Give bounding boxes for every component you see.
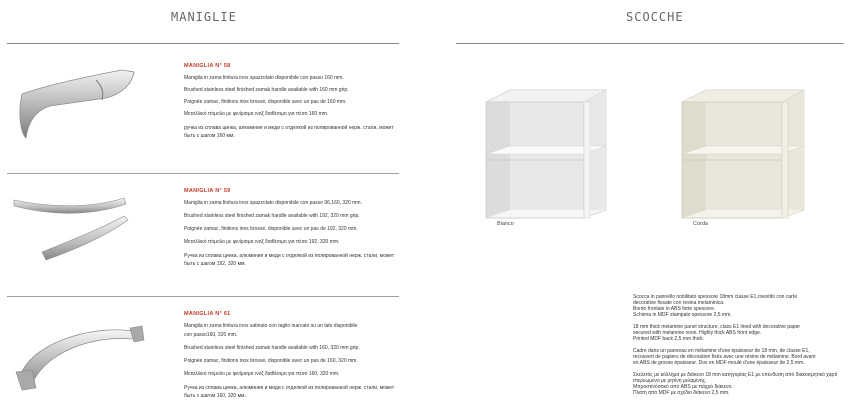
product-line: Poignée zamac, finitions inox brossé, disponible avec un pas de 192, 320 mm. — [184, 226, 358, 232]
product-line: ручка из сплава цинка, алюминия и меди с отделкой из полированной нерж. стали, может — [184, 125, 394, 131]
description-line: decorative fissate con resina melaminica. — [633, 300, 725, 306]
description-line: en ABS de grosse épaisseur. Dos en MDF moulé d'une épaisseur de 2,5 mm. — [633, 360, 805, 366]
description-line: secured with melamine resin. Highly thick ABS front edge. — [633, 330, 762, 336]
product-line: Brushed stainless steel finished zamak handle available with 192, 320 mm grip. — [184, 213, 360, 219]
product-59 — [184, 188, 394, 267]
cabinet-corda-image — [676, 84, 810, 224]
cabinet-caption-bianco: Bianco — [497, 221, 514, 227]
product-line: Μεταλλικό πόμολο με φινίρισμα ινοξ διαθέσιμο για πέσο 160, 320 mm. — [184, 371, 340, 377]
product-line: Maniglia in zama finitura inox spazzolato disponibile con passo 96,160, 320 mm. — [184, 200, 362, 206]
product-line: быть с шагом 192, 320 мм. — [184, 261, 246, 267]
section-header-maniglie: MANIGLIE — [171, 10, 237, 24]
description-french — [633, 348, 848, 366]
product-line: быть с шагом 160 мм. — [184, 133, 235, 139]
product-line: Brushed stainless steel finished zamak handle available with 160, 320 mm grip. — [184, 345, 360, 351]
description-line: 18 mm thick melamine panel structure, class E1 lined with decorative paper — [633, 324, 801, 330]
product-line: Maniglia in zama finitura inox satinato con taglio inarcato su un lato disponibile — [184, 323, 358, 329]
product-line: Μεταλλικό πόμολο με φινίρισμα ινοξ διαθέσιμο για πέσο 192, 320 mm. — [184, 239, 340, 245]
description-english — [633, 324, 848, 342]
handle-58-image — [10, 62, 140, 152]
product-line: Brushed stainless steel finished zamak handle available with 160 mm grip. — [184, 87, 349, 93]
product-61 — [184, 311, 394, 399]
product-line: Poignée zamac, finitions inox brossé, disponible avec un pas de 160 mm. — [184, 99, 347, 105]
product-title: MANIGLIA N° 61 — [184, 311, 231, 317]
scocche-description — [633, 294, 848, 396]
product-line: Ручка из сплава цинка, алюминия и меди с отделкой из полированной нерж. стали, может — [184, 253, 395, 259]
description-greek — [633, 372, 848, 396]
description-line: recouvert de papiers de décoration fixés avec une résine de mélamine. Bord avant — [633, 354, 816, 360]
product-line: Μεταλλικό πόμολο με φινίρισμα ινοξ διαθέσιμο για πέσο 160 mm. — [184, 111, 329, 117]
product-line: Ручка из сплава цинка, алюминия и меди с отделкой из полированной нерж. стали, может — [184, 385, 395, 391]
header-divider-left — [7, 43, 399, 44]
description-line: Πλάτη από MDF με σχέδιο διάκενο 2,5 mm. — [633, 390, 730, 396]
section-header-scocche: SCOCCHE — [626, 10, 684, 24]
description-line: στερεωμένο με ρητίνη μελαμίνης. — [633, 378, 707, 384]
description-italian — [633, 294, 848, 318]
product-line: con passo160, 320 mm. — [184, 332, 238, 338]
description-line: Bordo frontale in ABS forte spessore. — [633, 306, 716, 312]
handle-59-image — [12, 188, 142, 270]
cabinet-caption-corda: Corda — [693, 221, 708, 227]
description-line: Schiena in MDF stampato spessore 2,5 mm. — [633, 312, 732, 318]
cabinet-bianco-image — [480, 84, 610, 224]
product-title: MANIGLIA N° 59 — [184, 188, 231, 194]
description-line: Σκελετός με κόλλημα με διάκενο 18 mm κατηγορίας E1 με επένδυση από διακοσμητικό χαρτί — [633, 372, 838, 378]
description-line: Printed MDF back 2,5 mm thick. — [633, 336, 705, 342]
description-line: Μπροστινόσοκο από ABS με πάχρό διάκενο. — [633, 384, 733, 390]
product-58 — [184, 63, 394, 139]
description-line: Scocca in pannello nobilitato spessore 18mm classe E1,rivestito con carte — [633, 294, 797, 300]
product-line: Poignée zamac, finitions inox brossé, disponible avec un pas de 160, 320 mm. — [184, 358, 358, 364]
product-line: быть с шагом 160, 320 мм. — [184, 393, 246, 399]
description-line: Cadre dans un panneau en mélamine d'une épaisseur de 18 mm, de classe E1, — [633, 348, 810, 354]
header-divider-right — [456, 43, 844, 44]
product-line: Maniglia in zama finitura inox spazzolato disponibile con passo 160 mm. — [184, 75, 344, 81]
product-divider-2 — [7, 296, 399, 297]
product-divider-1 — [7, 173, 399, 174]
handle-61-image — [14, 318, 146, 398]
product-title: MANIGLIA N° 58 — [184, 63, 231, 69]
